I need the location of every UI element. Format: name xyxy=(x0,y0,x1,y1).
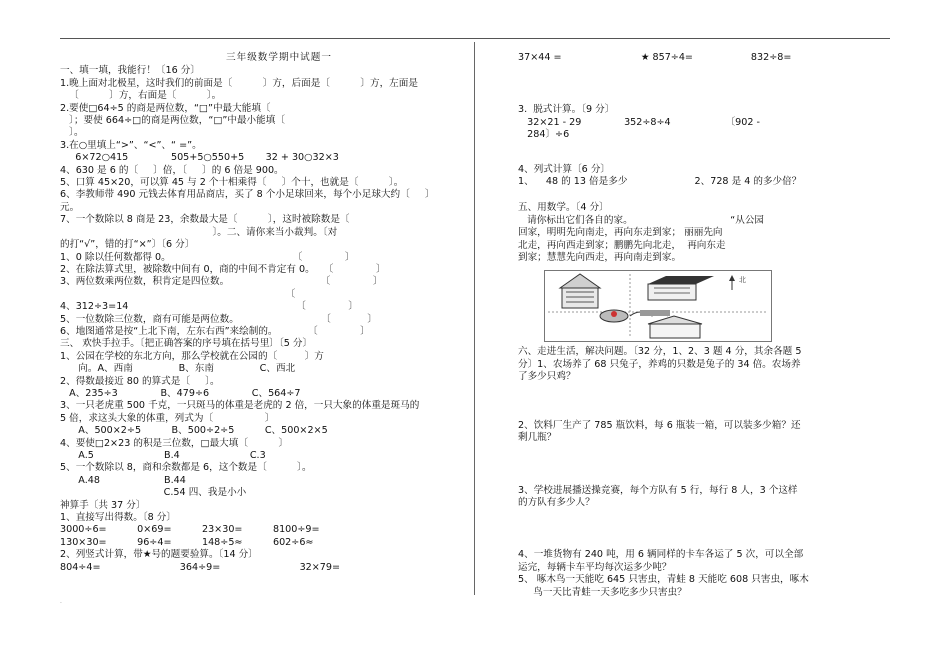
text-line: 〕。二、请你来当小裁判。〔对 xyxy=(60,226,338,238)
text-line: 5、 啄木鸟一天能吃 645 只害虫，青蛙 8 天能吃 608 只害虫，啄木 xyxy=(518,574,809,586)
text-line: 剩几瓶？ xyxy=(518,432,557,444)
text-line: 〔 〕方，右面是〔 〕。 xyxy=(60,90,222,102)
text-line: 北走，再向西走到家；鹏鹏先向北走， 再向东走 xyxy=(518,239,726,251)
text-line: 284〕÷6 xyxy=(518,129,570,141)
text-line: A、500×2÷5 B、500÷2÷5 C、500×2×5 xyxy=(60,425,328,437)
direction-section xyxy=(518,202,890,264)
text-line: 了多少只鸡？ xyxy=(518,371,576,383)
text-line: 2.要使□64÷5 的商是两位数，“□”中最大能填〔 xyxy=(60,102,271,114)
text-line: 5 倍，求这头大象的体重，列式为〔 〕 xyxy=(60,412,275,424)
text-line: 的打“√”，错的打“×”〕〔6 分〕 xyxy=(60,239,195,251)
text-line: 到家；慧慧先向西走，再向南走到家。 xyxy=(518,252,682,264)
text-line: 2、饮料厂生产了 785 瓶饮料，每 6 瓶装一箱，可以装多少箱？还 xyxy=(518,419,801,431)
text-line: 5、一个数除以 8，商和余数都是 6，这个数是〔 〕。 xyxy=(60,462,312,474)
text-line: C.54 四、我是小小 xyxy=(60,487,247,499)
text-line: 鸟一天比青蛙一天多吃多少只害虫？ xyxy=(518,586,687,598)
text-line: 1、 48 的 13 倍是多少 2、728 是 4 的多少倍？ xyxy=(518,176,802,188)
map-illustration xyxy=(544,270,772,342)
text-line: 1、0 除以任何数都得 0。 〔 〕 xyxy=(60,251,355,263)
text-line: 向。A、西南 B、东南 C、西北 xyxy=(60,363,296,375)
text-line: 三、 欢快手拉手。〔把正确答案的序号填在括号里〕〔5 分〕 xyxy=(60,338,313,350)
text-line: 分〕1、农场养了 68 只兔子，养鸡的只数是兔子的 34 倍。农场养 xyxy=(518,358,801,370)
left-lines xyxy=(60,65,458,574)
text-line: 6、地图通常是按“上北下南，左东右西”来绘制的。 〔 〕 xyxy=(60,325,370,337)
text-line: 4、一堆货物有 240 吨，用 6 辆同样的卡车各运了 5 次，可以全部 xyxy=(518,549,804,561)
text-line: 1.晚上面对北极星，这时我们的前面是〔 〕方，后面是〔 〕方，左面是 xyxy=(60,77,418,89)
text-line: 4、630 是 6 的〔 〕倍，〔 〕的 6 倍是 900。 xyxy=(60,164,284,176)
text-line: 7、一个数除以 8 商是 23，余数最大是〔 〕，这时被除数是〔 xyxy=(60,214,350,226)
text-line: 请你标出它们各自的家。 “从公园 xyxy=(518,214,765,226)
text-line: 1、公园在学校的东北方向，那么学校就在公园的〔 〕方 xyxy=(60,350,324,362)
problems-4-5 xyxy=(518,549,890,599)
footer-mark: . xyxy=(60,598,62,605)
left-column xyxy=(60,52,458,574)
text-line: 6×72○415 505+5○550+5 32 + 30○32×3 xyxy=(60,152,339,164)
text-line: 〕；要使 664÷□的商是两位数，“□”中最小能填〔 xyxy=(60,115,285,127)
text-line: 3、学校进展播送操竞赛，每个方队有 5 行，每行 8 人，3 个这样 xyxy=(518,484,798,496)
text-line: 运完，每辆卡车平均每次运多少吨？ xyxy=(518,561,672,573)
column-divider xyxy=(474,42,475,595)
text-line: 回家，明明先向南走，再向东走到家； 丽丽先向 xyxy=(518,227,723,239)
text-line: 4、列式计算〔6 分〕 xyxy=(518,163,611,175)
text-line: 〔 xyxy=(60,288,296,300)
north-label: 北 xyxy=(739,276,746,285)
text-line: 3、一只老虎重 500 千克，一只斑马的体重是老虎的 2 倍，一只大象的体重是斑马的 xyxy=(60,400,420,412)
text-line: 5、口算 45×20，可以算 45 与 2 个十相乘得〔 〕个十，也就是〔 〕。 xyxy=(60,177,404,189)
problem-3 xyxy=(518,485,890,510)
text-line: 的方队有多少人？ xyxy=(518,496,595,508)
text-line: 32×21 - 29 352÷8÷4 〔902 - xyxy=(518,116,760,128)
text-line: A、235÷3 B、479÷6 C、564÷7 xyxy=(60,387,301,399)
text-line: A.48 B.44 xyxy=(60,474,186,486)
text-line: 4、要使□2×23 的积是三位数，□最大填〔 〕 xyxy=(60,437,289,449)
text-line: 五、用数学。〔4 分〕 xyxy=(518,202,609,214)
text-line: 130×30= 96÷4= 148÷5≈ 602÷6≈ xyxy=(60,536,314,548)
text-line: 4、312÷3=14 〔 〕 xyxy=(60,301,359,313)
mixed-operations xyxy=(518,104,890,141)
problem-2 xyxy=(518,420,890,445)
top-rule xyxy=(60,38,890,39)
map-drawing xyxy=(544,270,772,342)
right-column xyxy=(518,52,890,599)
text-line: 3. 脱式计算。〔9 分〕 xyxy=(518,104,615,116)
text-line: 1、直接写出得数。〔8 分〕 xyxy=(60,512,176,524)
text-line: 一、填一填，我能行！〔16 分〕 xyxy=(60,65,200,77)
page-title: 三年级数学期中试题一 xyxy=(226,52,332,63)
text-line: 六、走进生活，解决问题。〔32 分，1、2、3 题 4 分，其余各题 5 xyxy=(518,346,802,358)
text-line: 6、李教师带 490 元钱去体育用品商店，买了 8 个小足球回来，每个小足球大约〔 〕 xyxy=(60,189,435,201)
text-line: 2、在除法算式里，被除数中间有 0，商的中间不肯定有 0。 〔 〕 xyxy=(60,263,386,275)
text-line: 3.在○里填上“>”、“<”、“ =”。 xyxy=(60,139,202,151)
text-line: 804÷4= 364÷9= 32×79= xyxy=(60,561,341,573)
equation-section xyxy=(518,164,890,189)
text-line: 3、两位数乘两位数，积肯定是四位数。 〔 〕 xyxy=(60,276,383,288)
text-line: 2、列竖式计算，带★号的题要验算。〔14 分〕 xyxy=(60,549,258,561)
text-line: A.5 B.4 C.3 xyxy=(60,450,266,461)
text-line: 5、一位数除三位数，商有可能是两位数。 〔 〕 xyxy=(60,313,377,325)
text-line: 元。 xyxy=(60,201,80,213)
text-line: 3000÷6= 0×69= 23×30= 8100÷9= xyxy=(60,524,320,536)
text-line: 〕。 xyxy=(60,127,84,139)
word-problems-intro xyxy=(518,346,890,383)
text-line: 神算手〔共 37 分〕 xyxy=(60,499,146,511)
calc-row: 37×44 = ★ 857÷4= 832÷8= xyxy=(518,52,792,63)
text-line: 2、得数最接近 80 的算式是〔 〕。 xyxy=(60,375,220,387)
